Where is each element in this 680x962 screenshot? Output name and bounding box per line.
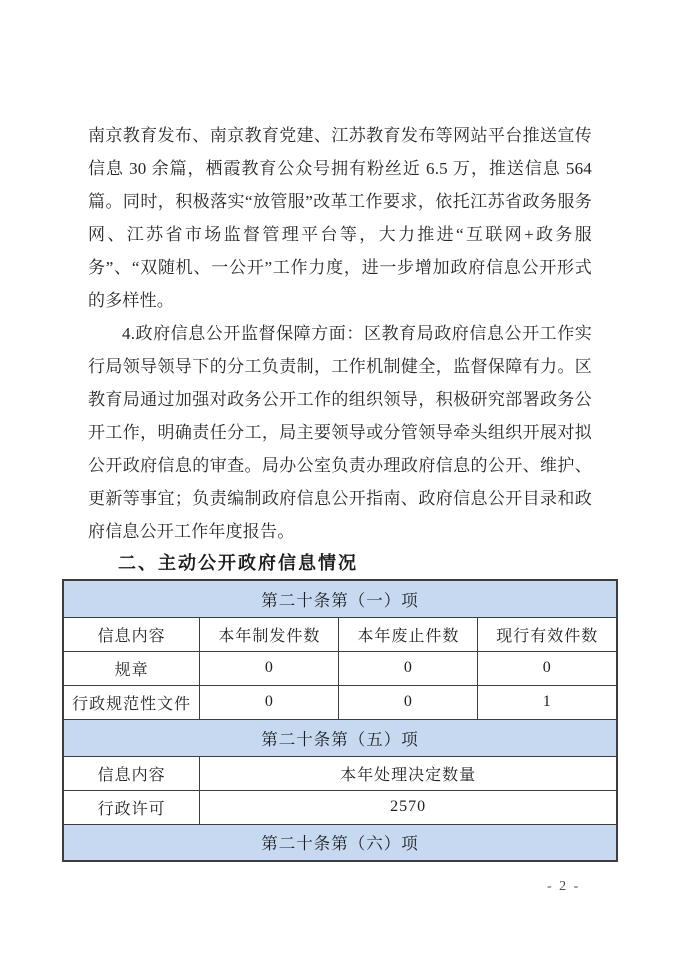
row-label: 信息内容 (63, 756, 200, 790)
disclosure-table (62, 579, 618, 862)
table-section1-columns-row (63, 617, 617, 651)
table-cell: 0 (339, 685, 478, 719)
column-header: 信息内容 (63, 617, 200, 651)
table-row (63, 651, 617, 685)
table-section1-title-row (63, 580, 617, 617)
table-row (63, 685, 617, 719)
table-cell: 0 (200, 685, 339, 719)
row-label: 行政规范性文件 (63, 685, 200, 719)
column-header: 本年制发件数 (200, 617, 339, 651)
body-paragraph: 4.政府信息公开监督保障方面：区教育局政府信息公开工作实行局领导领导下的分工负责制，工作机制健全，监督保障有力。区教育局通过加强对政务公开工作的组织领导，积极研究部署政务公开工作，明确责任分工，局主要领导或分管领导牵头组织开展对拟公开政府信息的审查。局办公室负责办理政府信息的公开、维护、更新等事宜；负责编制政府信息公开指南、政府信息公开目录和政府信息公开工作年度报告。 (88, 324, 592, 541)
table-section2-title-row (63, 719, 617, 756)
table-row (63, 790, 617, 824)
table-section1-title: 第二十条第（一）项 (63, 580, 617, 617)
table-section3-title-row (63, 824, 617, 861)
table-cell: 2570 (200, 790, 617, 824)
table-cell: 0 (200, 651, 339, 685)
table-cell: 0 (339, 651, 478, 685)
section-heading: 二、主动公开政府信息情况 (118, 553, 358, 573)
column-header: 现行有效件数 (478, 617, 617, 651)
column-header: 本年处理决定数量 (200, 756, 617, 790)
table-cell: 1 (478, 685, 617, 719)
table-section3-title: 第二十条第（六）项 (63, 824, 617, 861)
table-cell: 0 (478, 651, 617, 685)
table-row (63, 756, 617, 790)
table-section2-title: 第二十条第（五）项 (63, 719, 617, 756)
row-label: 行政许可 (63, 790, 200, 824)
column-header: 本年废止件数 (339, 617, 478, 651)
body-paragraph: 南京教育发布、南京教育党建、江苏教育发布等网站平台推送宣传信息 30 余篇，栖霞教育公众号拥有粉丝近 6.5 万，推送信息 564 篇。同时，积极落实“放管服”改革工作要求，依托江苏省政务服务网、江苏省市场监督管理平台等，大力推进“互联网+政务服务”、“双随机、一公开”工作力度，进一步增加政府信息公开形式的多样性。 (88, 126, 592, 310)
page-number: - 2 - (547, 879, 581, 894)
row-label: 规章 (63, 651, 200, 685)
